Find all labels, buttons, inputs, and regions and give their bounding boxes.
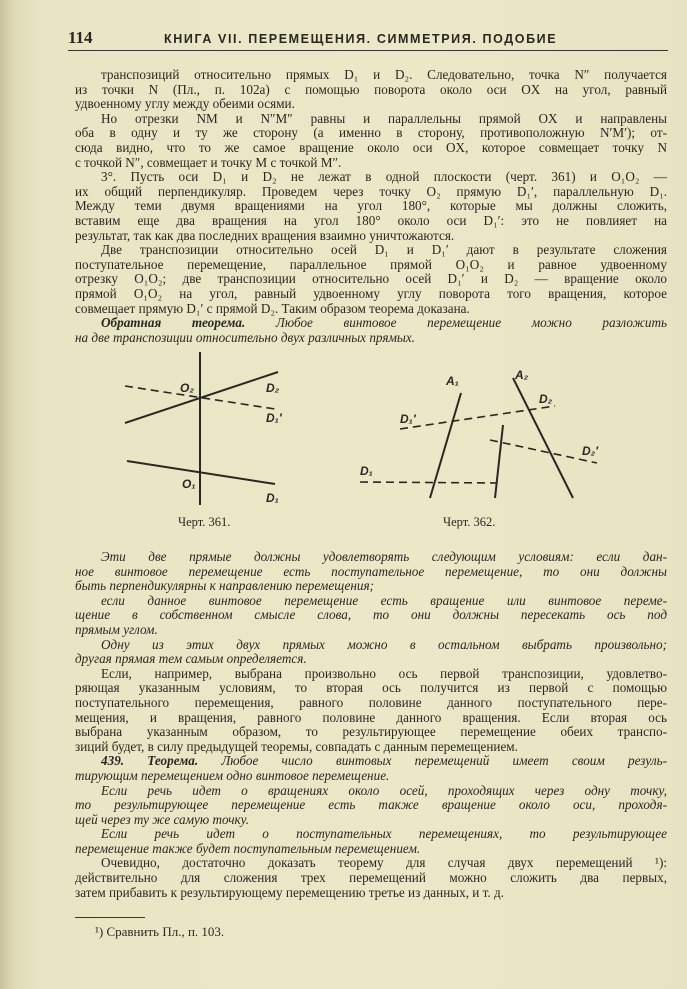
label-o1: O₁: [182, 477, 196, 491]
text-line: [75, 579, 667, 594]
label-d1: D₁: [360, 464, 373, 478]
line-text: Если речь идет о поступательных перемещениях, то результирующее: [101, 827, 667, 842]
label-a2: A₂: [515, 368, 529, 382]
caption-362: Черт. 362.: [443, 515, 496, 529]
footnote: ¹) Сравнить Пл., п. 103.: [95, 924, 225, 939]
line-text: транспозиций относительно прямых D₁ и D₂. Следовательно, точка N″ получается: [101, 68, 667, 82]
label-o2: O₂: [180, 381, 194, 395]
theorem-heading: Обратная теорема.: [101, 316, 246, 331]
line-text: Очевидно, достаточно доказать теорему для случая двух перемещений ¹):: [101, 856, 667, 871]
line-text: на две транспозиции относительно двух различных прямых.: [75, 330, 415, 345]
line-text: Если речь идет о вращениях около осей, проходящих через одну точку,: [101, 783, 667, 798]
line-text: поступательного перемещения, равного половине данного поступательного пере-: [75, 695, 667, 710]
text-line: [75, 769, 667, 784]
theorem-heading: 439. Теорема.: [101, 754, 199, 769]
text-line: [75, 667, 667, 682]
label-d2-prime: D₂′: [582, 444, 599, 458]
text-line: [75, 681, 667, 696]
text-line: [75, 565, 667, 580]
line-text: Две транспозиции относительно осей D₁ и D₁′ дают в результате сложения: [101, 243, 667, 258]
label-d1: D₁: [266, 491, 279, 505]
text-line: [75, 623, 667, 638]
line-text: с точкой N″, совмещает и точку M с точкой M″.: [75, 155, 342, 170]
text-line: [75, 594, 667, 609]
label-d1-prime: D₁′: [400, 412, 416, 426]
label-d2: D₂: [266, 381, 280, 395]
text-line: [75, 550, 667, 565]
line-text: то результирующее перемещение есть также вращение около оси, проходя-: [75, 798, 667, 813]
text-line: [75, 784, 667, 799]
text-line: [75, 798, 667, 813]
text-line: [75, 740, 667, 755]
text-line: [75, 827, 667, 842]
line-text: Если, например, выбрана произвольно ось первой транспозиции, удовлетво-: [101, 666, 667, 681]
line-text: прямой O₁O₂ на угол, равный удвоенному углу поворота того вращения, которое: [75, 286, 667, 301]
text-line: [75, 813, 667, 828]
line-d1: [360, 482, 497, 483]
line-text: щей через ту же самую точку.: [75, 812, 249, 827]
line-text: если данное винтовое перемещение есть вращение или винтовое переме-: [101, 593, 667, 608]
line-text: поступательное перемещение, параллельное прямой O₁O₂ и равное удвоенному: [75, 257, 667, 272]
line-text: ряющая указанным условиям, то вторая ось получится из первой с помощью: [75, 681, 667, 696]
line-text: удвоенному углу между обеими осями.: [75, 97, 295, 112]
text-line: [75, 856, 667, 871]
text-line: [75, 886, 667, 901]
line-text: отрезку O₁O₂; две транспозиции относительно осей D₁′ и D₂ — вращение около: [75, 272, 667, 287]
line-text: совмещает прямую D₁′ с прямой D₂. Таким образом теорема доказана.: [75, 301, 470, 316]
line-text: перемещение также будет поступательным перемещением.: [75, 841, 421, 856]
line-text: вставим еще два вращения на угол 180° около оси D₁′: это не повлияет на: [75, 213, 667, 228]
text-line: [75, 608, 667, 623]
line-text: Одну из этих двух прямых можно в остальном выбрать произвольно;: [101, 637, 667, 652]
line-text: действительно для сложения трех перемещений можно сложить два первых,: [75, 871, 667, 886]
line-text: ное винтовое перемещение есть поступательное перемещение, то они должны: [75, 564, 667, 579]
line-text: сюда видно, что то же самое вращение около оси OX, которое совмещает точку N: [75, 140, 667, 155]
footnote-rule: [75, 917, 145, 918]
line-text: 3°. Пусть оси D₁ и D₂ не лежат в одной плоскости (черт. 361) и O₁O₂ —: [101, 170, 667, 185]
text-line: [75, 696, 667, 711]
text-line: [75, 842, 667, 857]
line-text: затем прибавить к результирующему перемещению третье из данных, и т. д.: [75, 885, 505, 900]
label-d1-prime: D₁′: [266, 411, 282, 425]
line-text: Эти две прямые должны удовлетворять следующим условиям: если дан-: [101, 550, 667, 564]
line-text: Между теми двумя вращениями на угол 180°, которые мы должны сложить,: [75, 199, 667, 214]
line-text: мещения, и вращения, равного половине данного вращения. Если вторая ось: [75, 710, 667, 725]
line-text: их общий перпендикуляр. Проведем через точку O₂ прямую D₁′, параллельную D₁.: [75, 184, 667, 199]
caption-361: Черт. 361.: [178, 515, 231, 529]
page-number: 114: [68, 28, 93, 47]
line-d2: [125, 372, 278, 423]
figure-361: [125, 352, 283, 529]
line-text: выбрана указанным образом, то результирующее перемещение обеих транспо-: [75, 725, 667, 740]
text-line: [75, 754, 667, 769]
text-line: [75, 871, 667, 886]
line-text: быть перпендикулярны к направлению перемещения;: [75, 579, 374, 594]
line-text: другая прямая тем самым определяется.: [75, 652, 307, 667]
label-d2: D₂: [539, 392, 553, 406]
figure-362: [360, 368, 599, 529]
line-text: Любое винтовое перемещение можно разложить: [245, 316, 667, 331]
label-a1: A₁: [446, 374, 459, 388]
text-line: [75, 725, 667, 740]
text-line: [75, 652, 667, 667]
text-line: [75, 711, 667, 726]
text-block-lower: [75, 550, 667, 900]
line-d2-prime: [490, 440, 597, 463]
line-text: тирующим перемещением одно винтовое перемещение.: [75, 768, 390, 783]
line-text: Но отрезки NM и N″M″ равны и параллельны прямой OX и направлены: [101, 111, 667, 126]
line-text: из точки N (Пл., п. 102а) с помощью поворота около оси OX на угол, равный: [75, 82, 667, 97]
line-text: Любое число винтовых перемещений имеет своим резуль-: [198, 754, 667, 769]
line-short: [495, 425, 503, 498]
text-line: [75, 638, 667, 653]
line-text: оба в одну и ту же сторону (а именно в сторону, противоположную N′M′); от-: [75, 126, 667, 141]
line-text: результат, так как два последних вращения взаимно уничтожаются.: [75, 228, 455, 243]
line-text: щение в собственном смысле слова, то они должны пересекать ось под: [75, 608, 667, 623]
line-text: зиций будет, в силу предыдущей теоремы, совпадать с данным перемещением.: [75, 739, 518, 754]
line-text: прямым углом.: [75, 622, 158, 637]
running-title: КНИГА VII. ПЕРЕМЕЩЕНИЯ. СИММЕТРИЯ. ПОДОБИЕ: [164, 32, 558, 46]
